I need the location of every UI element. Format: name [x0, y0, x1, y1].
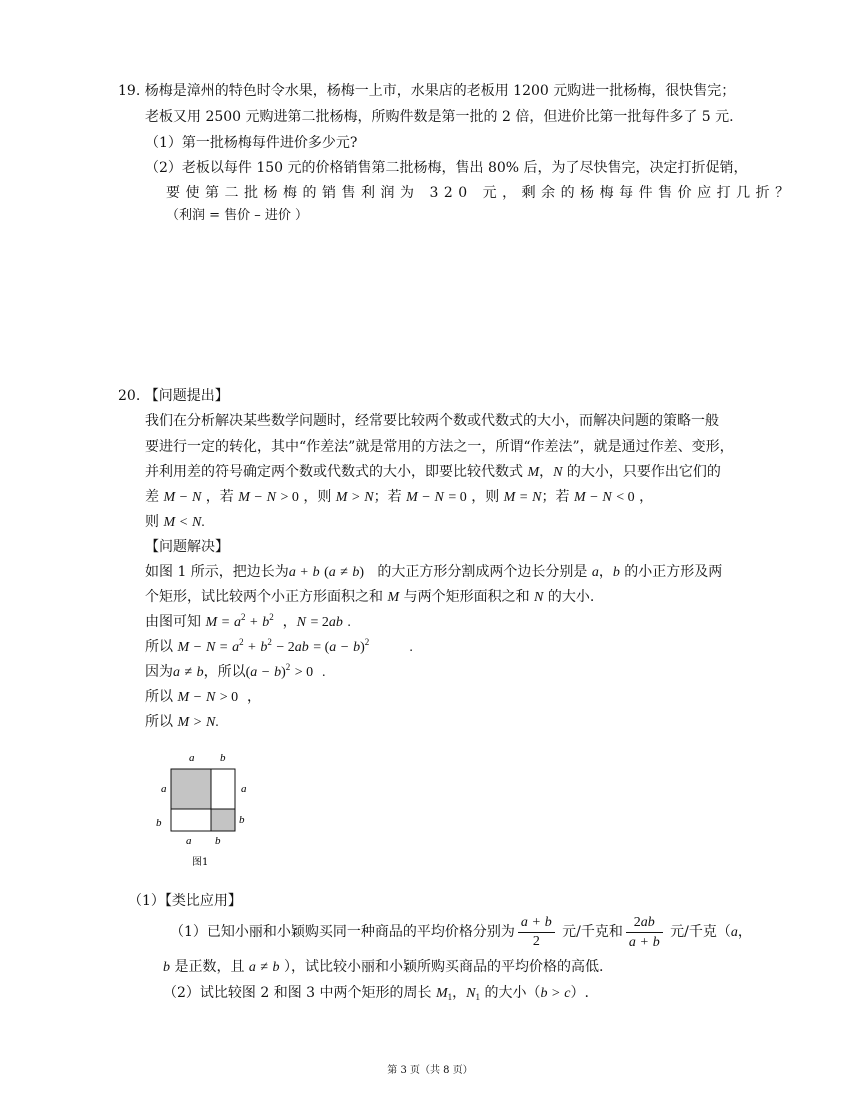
q20-text-line4: 差 M − N ，若 M − N > 0 ，则 M > N；若 M − N = 0 ，则 M = N；若 M − N < 0 ，	[145, 489, 654, 505]
q20-heading: 20. 【问题提出】	[118, 388, 229, 404]
fig1-right-b: b	[239, 814, 245, 826]
q20-text-line1: 我们在分析解决某些数学问题时，经常要比较两个数或代数式的大小，而解决问题的策略一般	[145, 413, 719, 429]
fig1-left-a: a	[161, 783, 167, 795]
q20-text-line2: 要进行一定的转化，其中“作差法”就是常用的方法之一，所谓“作差法”，就是通过作差、变形，	[145, 439, 734, 455]
application-line2: b 是正数，且 a ≠ b ），试比较小丽和小颖所购买商品的平均价格的高低.	[163, 959, 604, 975]
fig1-top-b: b	[220, 752, 226, 764]
solve-line1: 如图 1 所示，把边长为a + b (a ≠ b) 的大正方形分割成两个边长分别是 a，b 的小正方形及两	[145, 564, 723, 580]
solve-line6: 所以 M − N > 0 ，	[145, 689, 262, 705]
application-line3: （2）试比较图 2 和图 3 中两个矩形的周长 $M_1$，$N_1$ 的大小（b > c）.	[163, 985, 589, 1002]
fig1-left-b: b	[156, 817, 162, 829]
fig1-caption: 图1	[192, 857, 209, 868]
q20-text-line3: 并利用差的符号确定两个数或代数式的大小，即要比较代数式 M，N 的大小，只要作出它们的	[145, 464, 721, 480]
q19-part2-line2: 要使第二批杨梅的销售利润为 320 元，剩余的杨梅每件售价应打几折？	[166, 185, 795, 201]
rectangle-bottom-left	[171, 809, 211, 831]
fig1-right-a: a	[241, 783, 247, 795]
q20-text-line5: 则 M < N.	[145, 514, 205, 530]
solve-line5: 因为a ≠ b，所以$(a - b)^2 > 0$ .	[145, 662, 326, 680]
fig1-bottom-b: b	[215, 835, 221, 847]
q19-part2-line1: （2）老板以每件 150 元的价格销售第二批杨梅，售出 80% 后，为了尽快售完，决定打折促销，	[145, 160, 748, 176]
fig1-bottom-a: a	[186, 835, 192, 847]
q19-part2-note: （利润 = 售价 – 进价 ）	[166, 208, 309, 223]
solve-line2: 个矩形，试比较两个小正方形面积之和 M 与两个矩形面积之和 N 的大小.	[145, 589, 595, 605]
small-square-b	[211, 809, 235, 831]
application-line1: （1）已知小丽和小颖购买同一种商品的平均价格分别为 $\frac{a + b}{2}$ 元/千克和 $\frac{2ab}{a + b}$ 元/千克（a，	[170, 914, 752, 950]
solve-line4: 所以 $M - N = a^2 + b^2 - 2ab = (a - b)^2$ .	[145, 637, 413, 655]
big-square-a	[171, 769, 211, 809]
application-heading: （1）【类比应用】	[128, 893, 242, 909]
page-footer: 第 3 页（共 8 页）	[387, 1065, 473, 1076]
q19-line2: 老板又用 2500 元购进第二批杨梅，所购件数是第一批的 2 倍，但进价比第一批每件多了 5 元.	[145, 109, 734, 125]
q19-line1: 19. 杨梅是漳州的特色时令水果，杨梅一上市，水果店的老板用 1200 元购进一批杨梅，很快售完；	[118, 83, 736, 99]
q19-part1: （1）第一批杨梅每件进价多少元?	[145, 135, 358, 151]
solve-line3: 由图可知 $M = a^2 + b^2$ ，N = 2ab .	[145, 612, 351, 630]
solve-heading: 【问题解决】	[145, 539, 229, 555]
fig1-top-a: a	[189, 752, 195, 764]
solve-line7: 所以 M > N.	[145, 714, 219, 730]
rectangle-top-right	[211, 769, 235, 809]
figure-1	[150, 748, 260, 872]
